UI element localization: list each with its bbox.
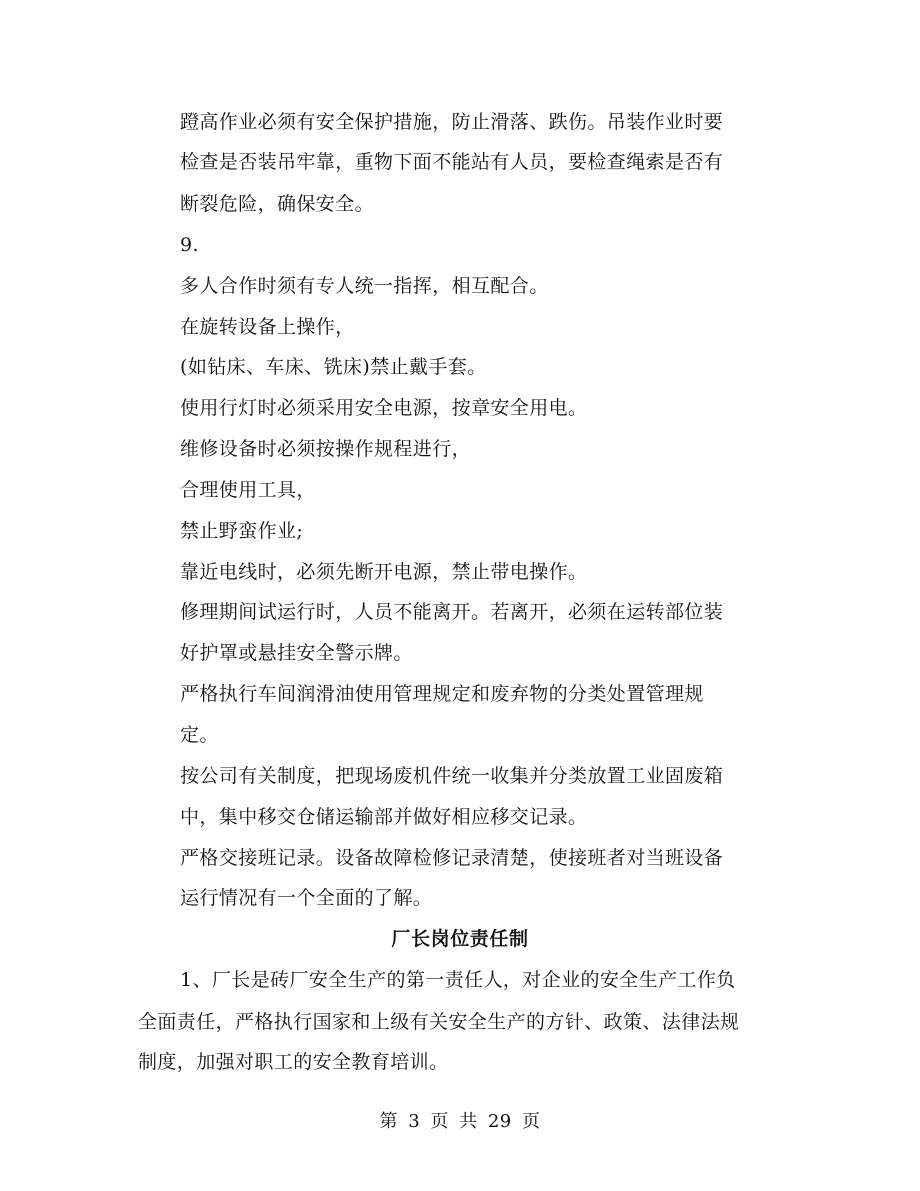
body-line: 禁止野蛮作业;	[180, 520, 304, 542]
body-line: 维修设备时必须按操作规程进行，	[180, 438, 472, 460]
page-footer: 第 3 页 共 29 页	[379, 1111, 541, 1132]
body-line: 严格执行车间润滑油使用管理规定和废弃物的分类处置管理规	[180, 683, 704, 705]
body-line: 靠近电线时，必须先断开电源，禁止带电操作。	[180, 561, 588, 583]
body-line: 9.	[180, 234, 199, 256]
body-line: 修理期间试运行时，人员不能离开。若离开，必须在运转部位装	[180, 601, 724, 623]
body-line: 在旋转设备上操作，	[180, 316, 355, 338]
body-line: 合理使用工具，	[180, 479, 316, 501]
section-line: 1、厂长是砖厂安全生产的第一责任人，对企业的安全生产工作负	[180, 969, 736, 991]
body-line: 定。	[180, 724, 219, 746]
section-heading: 厂长岗位责任制	[391, 928, 529, 950]
body-line: (如钻床、车床、铣床)禁止戴手套。	[180, 356, 487, 378]
body-line: 断裂危险，确保安全。	[180, 193, 375, 215]
body-line: 中，集中移交仓储运输部并做好相应移交记录。	[180, 806, 588, 828]
body-line: 严格交接班记录。设备故障检修记录清楚，使接班者对当班设备	[180, 847, 724, 869]
body-line: 按公司有关制度，把现场废机件统一收集并分类放置工业固废箱	[180, 765, 724, 787]
section-line: 制度，加强对职工的安全教育培训。	[138, 1051, 449, 1073]
body-line: 使用行灯时必须采用安全电源，按章安全用电。	[180, 397, 588, 419]
body-line: 蹬高作业必须有安全保护措施，防止滑落、跌伤。吊装作业时要	[180, 111, 724, 133]
body-line: 检查是否装吊牢靠，重物下面不能站有人员，要检查绳索是否有	[180, 151, 724, 173]
body-line: 运行情况有一个全面的了解。	[180, 887, 433, 909]
body-line: 多人合作时须有专人统一指挥，相互配合。	[180, 275, 549, 297]
body-line: 好护罩或悬挂安全警示牌。	[180, 642, 413, 664]
section-line: 全面责任，严格执行国家和上级有关安全生产的方针、政策、法律法规	[138, 1011, 740, 1033]
